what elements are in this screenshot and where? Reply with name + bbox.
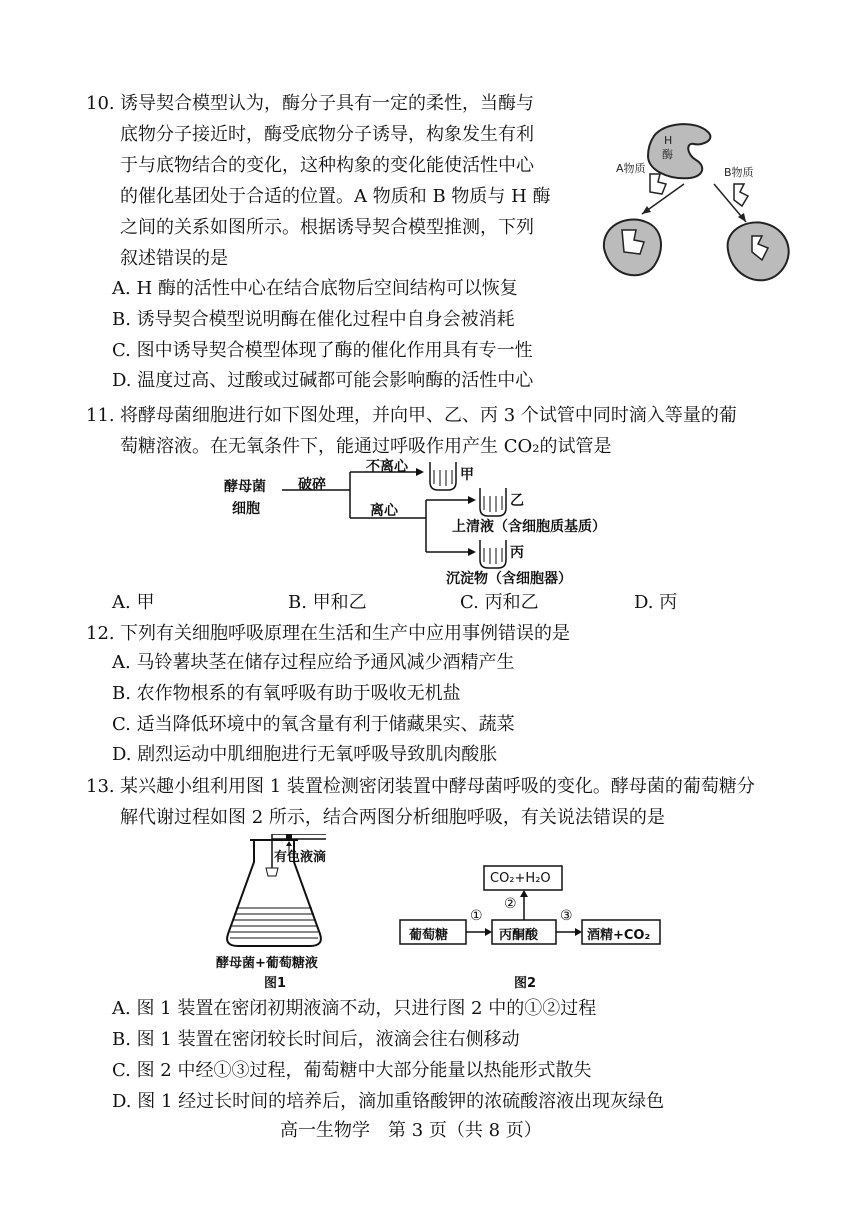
figure-2-pathway bbox=[396, 860, 666, 990]
b-substance-label: B物质 bbox=[724, 166, 754, 179]
no-centrifuge-label: 不离心 bbox=[366, 459, 408, 475]
question-number: 12. bbox=[86, 623, 115, 644]
figure-1-flask bbox=[210, 834, 360, 994]
supernatant-label: 上清液（含细胞质基质） bbox=[452, 519, 606, 535]
liquid-label: 酵母菌+葡萄糖液 bbox=[216, 956, 318, 971]
option-d: D. 丙 bbox=[634, 592, 678, 613]
question-number: 13. bbox=[86, 776, 115, 797]
option-d: D. 剧烈运动中肌细胞进行无氧呼吸导致肌肉酸胀 bbox=[112, 744, 498, 765]
figure-2-caption: 图2 bbox=[514, 976, 537, 991]
enzyme-with-b bbox=[728, 222, 789, 280]
question-line: 下列有关细胞呼吸原理在生活和生产中应用事例错误的是 bbox=[120, 623, 570, 644]
tube-bing bbox=[480, 540, 506, 568]
question-number: 10. bbox=[86, 93, 115, 114]
option-c: C. 图中诱导契合模型体现了酶的催化作用具有专一性 bbox=[112, 340, 533, 361]
option-b: B. 诱导契合模型说明酶在催化过程中自身会被消耗 bbox=[112, 309, 515, 330]
option-a: A. H 酶的活性中心在结合底物后空间结构可以恢复 bbox=[112, 278, 518, 299]
option-a: A. 甲 bbox=[112, 592, 155, 613]
option-b: B. 甲和乙 bbox=[288, 592, 367, 613]
step-2-label: ② bbox=[504, 896, 517, 912]
enzyme-label-h: H bbox=[664, 134, 673, 147]
question-line: 萄糖溶液。在无氧条件下，能通过呼吸作用产生 CO₂的试管是 bbox=[120, 436, 612, 457]
tube-yi-label: 乙 bbox=[510, 493, 524, 509]
enzyme-figure bbox=[596, 118, 806, 286]
yeast-cell-label-2: 细胞 bbox=[232, 501, 260, 517]
question-line: 叙述错误的是 bbox=[120, 248, 228, 269]
glucose-box: 葡萄糖 bbox=[409, 928, 449, 943]
option-c: C. 适当降低环境中的氧含量有利于储藏果实、蔬菜 bbox=[112, 714, 515, 735]
enzyme-with-a bbox=[604, 220, 661, 276]
question-line: 诱导契合模型认为，酶分子具有一定的柔性，当酶与 bbox=[120, 93, 534, 114]
b-substance-shape bbox=[734, 184, 748, 206]
figure-1-caption: 图1 bbox=[264, 976, 287, 991]
yeast-cell-label-1: 酵母菌 bbox=[224, 479, 266, 495]
tube-jia-label: 甲 bbox=[460, 467, 474, 483]
step-1-label: ① bbox=[470, 908, 483, 924]
question-line: 将酵母菌细胞进行如下图处理，并向甲、乙、丙 3 个试管中同时滴入等量的葡 bbox=[120, 405, 737, 426]
a-substance-label: A物质 bbox=[616, 162, 646, 175]
question-line: 底物分子接近时，酶受底物分子诱导，构象发生有利 bbox=[120, 124, 534, 145]
ethanol-co2-box: 酒精+CO₂ bbox=[587, 928, 651, 943]
question-line: 的催化基团处于合适的位置。A 物质和 B 物质与 H 酶 bbox=[120, 186, 551, 207]
option-d: D. 温度过高、过酸或过碱都可能会影响酶的活性中心 bbox=[112, 370, 534, 391]
question-line: 解代谢过程如图 2 所示，结合两图分析细胞呼吸，有关说法错误的是 bbox=[120, 807, 665, 828]
tube-yi bbox=[480, 488, 506, 516]
option-d: D. 图 1 经过长时间的培养后，滴加重铬酸钾的浓硫酸溶液出现灰绿色 bbox=[112, 1091, 665, 1112]
co2-h2o-box: CO₂+H₂O bbox=[490, 871, 551, 886]
option-c: C. 图 2 中经①③过程，葡萄糖中大部分能量以热能形式散失 bbox=[112, 1060, 592, 1081]
option-b: B. 图 1 装置在密闭较长时间后，液滴会往右侧移动 bbox=[112, 1029, 520, 1050]
option-c: C. 丙和乙 bbox=[460, 592, 539, 613]
pyruvate-box: 丙酮酸 bbox=[499, 928, 539, 943]
question-line: 于与底物结合的变化，这种构象的变化能使活性中心 bbox=[120, 155, 534, 176]
question-line: 某兴趣小组利用图 1 装置检测密闭装置中酵母菌呼吸的变化。酵母菌的葡萄糖分 bbox=[120, 776, 755, 797]
centrifuge-label: 离心 bbox=[370, 503, 398, 519]
tube-bing-label: 丙 bbox=[510, 545, 524, 561]
question-line: 之间的关系如图所示。根据诱导契合模型推测，下列 bbox=[120, 217, 534, 238]
option-a: A. 马铃薯块茎在储存过程应给予通风减少酒精产生 bbox=[112, 652, 515, 673]
option-a: A. 图 1 装置在密闭初期液滴不动，只进行图 2 中的①②过程 bbox=[112, 998, 597, 1019]
sediment-label: 沉淀物（含细胞器） bbox=[446, 571, 572, 587]
break-label: 破碎 bbox=[298, 477, 326, 493]
drop-label: 有色液滴 bbox=[274, 850, 327, 865]
enzyme-label-mei: 酶 bbox=[662, 148, 673, 161]
page-footer: 高一生物学 第 3 页（共 8 页） bbox=[280, 1120, 542, 1141]
tube-jia bbox=[430, 462, 456, 490]
h-enzyme-shape bbox=[648, 124, 710, 178]
option-b: B. 农作物根系的有氧呼吸有助于吸收无机盐 bbox=[112, 683, 461, 704]
a-substance-shape bbox=[650, 174, 666, 194]
question-number: 11. bbox=[86, 405, 115, 426]
yeast-centrifuge-figure bbox=[220, 460, 670, 590]
step-3-label: ③ bbox=[560, 908, 573, 924]
